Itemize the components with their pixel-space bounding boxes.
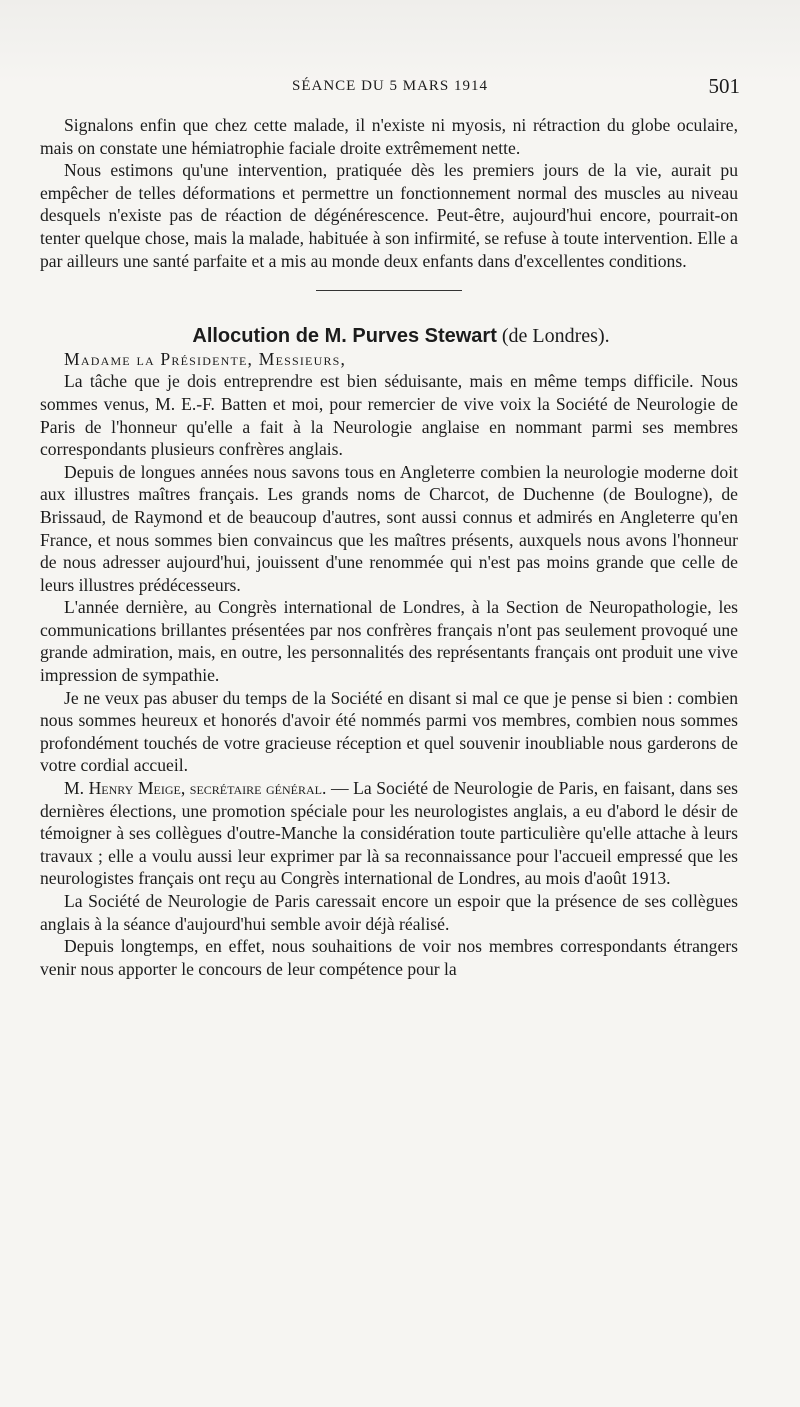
intro-paragraph: Signalons enfin que chez cette malade, il n'existe ni myosis, ni rétraction du globe oculaire, mais on constate une hémiatrophie faciale droite extrêmement nette. [40,115,738,158]
section-divider [316,290,462,291]
secretary-text: — La Société de Neurologie de Paris, en faisant, dans ses dernières élections, une promotion spéciale pour les neurologistes anglais, a eu d'abord le désir de témoigner à ses collègues d'outre-Manche la considération toute particulière qu'elle attache à leurs travaux ; elle a voulu aussi leur exprimer par là sa reconnaissance pour l'accueil empressé que les neurologistes français ont reçu au Congrès international de Londres, au mois d'août 1913. [40,778,739,889]
secretary-paragraph: La Société de Neurologie de Paris caressait encore un espoir que la présence de ses collègues anglais à la séance d'aujourd'hui semble avoir déjà réalisé. [40,891,738,934]
page-number: 501 [708,74,740,98]
secretary-paragraph: Depuis longtemps, en effet, nous souhaitions de voir nos membres correspondants étrangers venir nous apporter le concours de leur compétence pour la [40,936,738,979]
intro-paragraph: Nous estimons qu'une intervention, pratiquée dès les premiers jours de la vie, aurait pu empêcher de telles déformations et permettre un fonctionnement normal des muscles au niveau desquels n'existe pas de réaction de dégénérescence. Peut-être, aujourd'hui encore, pourrait-on tenter quelque chose, mais la malade, habituée à son infirmité, se refuse à toute intervention. Elle a par ailleurs une santé parfaite et a mis au monde deux enfants dans d'excellentes conditions. [40,160,738,271]
body-text [40,114,738,980]
speech-paragraph: La tâche que je dois entreprendre est bien séduisante, mais en même temps difficile. Nous sommes venus, M. E.-F. Batten et moi, pour remercier de vive voix la Société de Neurologie de Paris de l'honneur qu'elle a fait à la Neurologie anglaise en nommant parmi ses membres correspondants plusieurs confrères anglais. [40,371,738,460]
speech-paragraph: Je ne veux pas abuser du temps de la Société en disant si mal ce que je pense si bien : combien nous sommes heureux et honorés d'avoir été nommés parmi vos membres, combien nous sommes profondément touchés de votre gracieuse réception et quel souvenir inoubliable nous garderons de votre cordial accueil. [40,687,738,776]
page-header [40,74,740,104]
section-title-origin: (de Londres). [501,325,610,348]
speech-paragraph: L'année dernière, au Congrès international de Londres, à la Section de Neuropathologie, les communications brillantes présentées par nos confrères français n'ont pas seulement provoqué une grande admiration, mais, en outre, les personnalités des représentants français ont produit une vive impression de sympathie. [40,597,738,686]
section-title-speaker: Allocution de M. Purves Stewart [192,325,497,348]
secretary-paragraph [40,777,738,890]
speech-paragraph: Depuis de longues années nous savons tous en Angleterre combien la neurologie moderne doit aux illustres maîtres français. Les grands noms de Charcot, de Duchenne (de Boulogne), de Brissaud, de Raymond et de beaucoup d'autres, sont aussi connus et admirés en Angleterre qu'en France, et nous sommes bien convaincus que les maîtres présents, auxquels nous avons l'honneur de nous adresser aujourd'hui, jouissent d'une renommée qui n'est pas moins grande que celle de leurs illustres prédécesseurs. [40,461,738,595]
salutation: Madame la Présidente, Messieurs, [64,348,347,369]
secretary-speaker: M. Henry Meige, secrétaire général. [64,778,327,799]
section-title [40,325,738,348]
running-title: SÉANCE DU 5 MARS 1914 [291,78,489,94]
